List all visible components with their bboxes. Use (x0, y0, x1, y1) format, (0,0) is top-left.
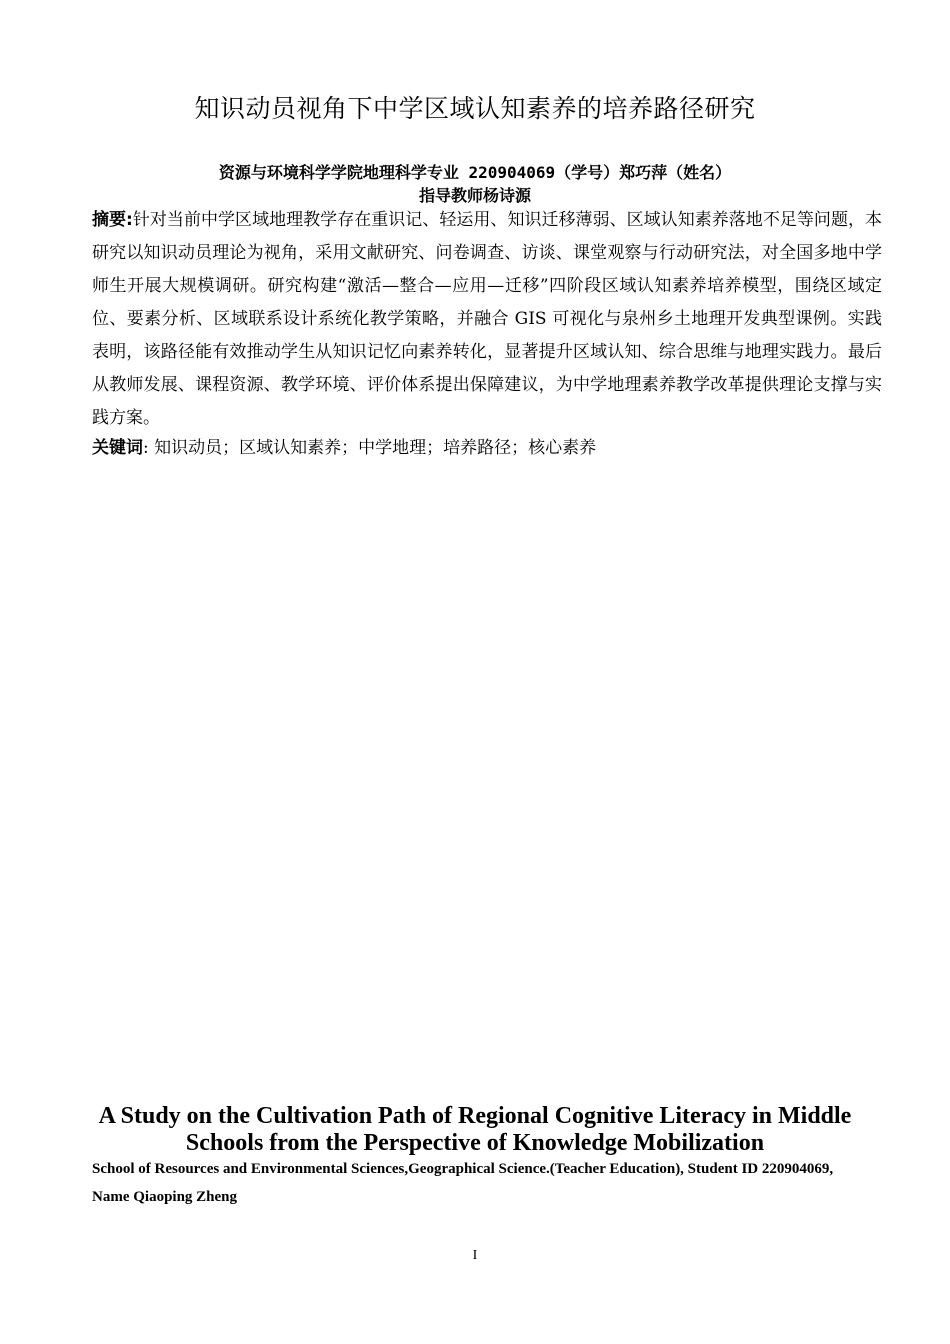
chinese-title: 知识动员视角下中学区域认知素养的培养路径研究 (194, 94, 756, 123)
english-affiliation: School of Resources and Environmental Sciences,Geographical Science.(Teacher Education), Student ID 220904069, Name Qiaoping Zheng (92, 1161, 834, 1205)
abstract-label: 摘要: (92, 210, 133, 230)
keywords-label: 关键词 (92, 438, 143, 458)
abstract-paragraph (92, 204, 882, 435)
abstract-text: 针对当前中学区域地理教学存在重识记、轻运用、知识迁移薄弱、区域认知素养落地不足等问题，本研究以知识动员理论为视角，采用文献研究、问卷调查、访谈、课堂观察与行动研究法，对全国多地中学师生开展大规模调研。研究构建“激活—整合—应用—迁移”四阶段区域认知素养培养模型，围绕区域定位、要素分析、区域联系设计系统化教学策略，并融合 GIS 可视化与泉州乡土地理开发典型课例。实践表明，该路径能有效推动学生从知识记忆向素养转化，显著提升区域认知、综合思维与地理实践力。最后从教师发展、课程资源、教学环境、评价体系提出保障建议，为中学地理素养教学改革提供理论支撑与实践方案。 (92, 210, 882, 428)
keywords-line (92, 432, 882, 465)
keywords-text: : 知识动员；区域认知素养；中学地理；培养路径；核心素养 (143, 438, 597, 458)
english-title: A Study on the Cultivation Path of Regional Cognitive Literacy in Middle Schools from the Perspective of Knowledge Mobilization (98, 1103, 852, 1156)
advisor-line: 指导教师杨诗源 (418, 186, 531, 205)
page-number: I (472, 1248, 478, 1263)
author-line: 资源与环境科学学院地理科学专业 220904069（学号）郑巧萍（姓名） (218, 163, 732, 182)
